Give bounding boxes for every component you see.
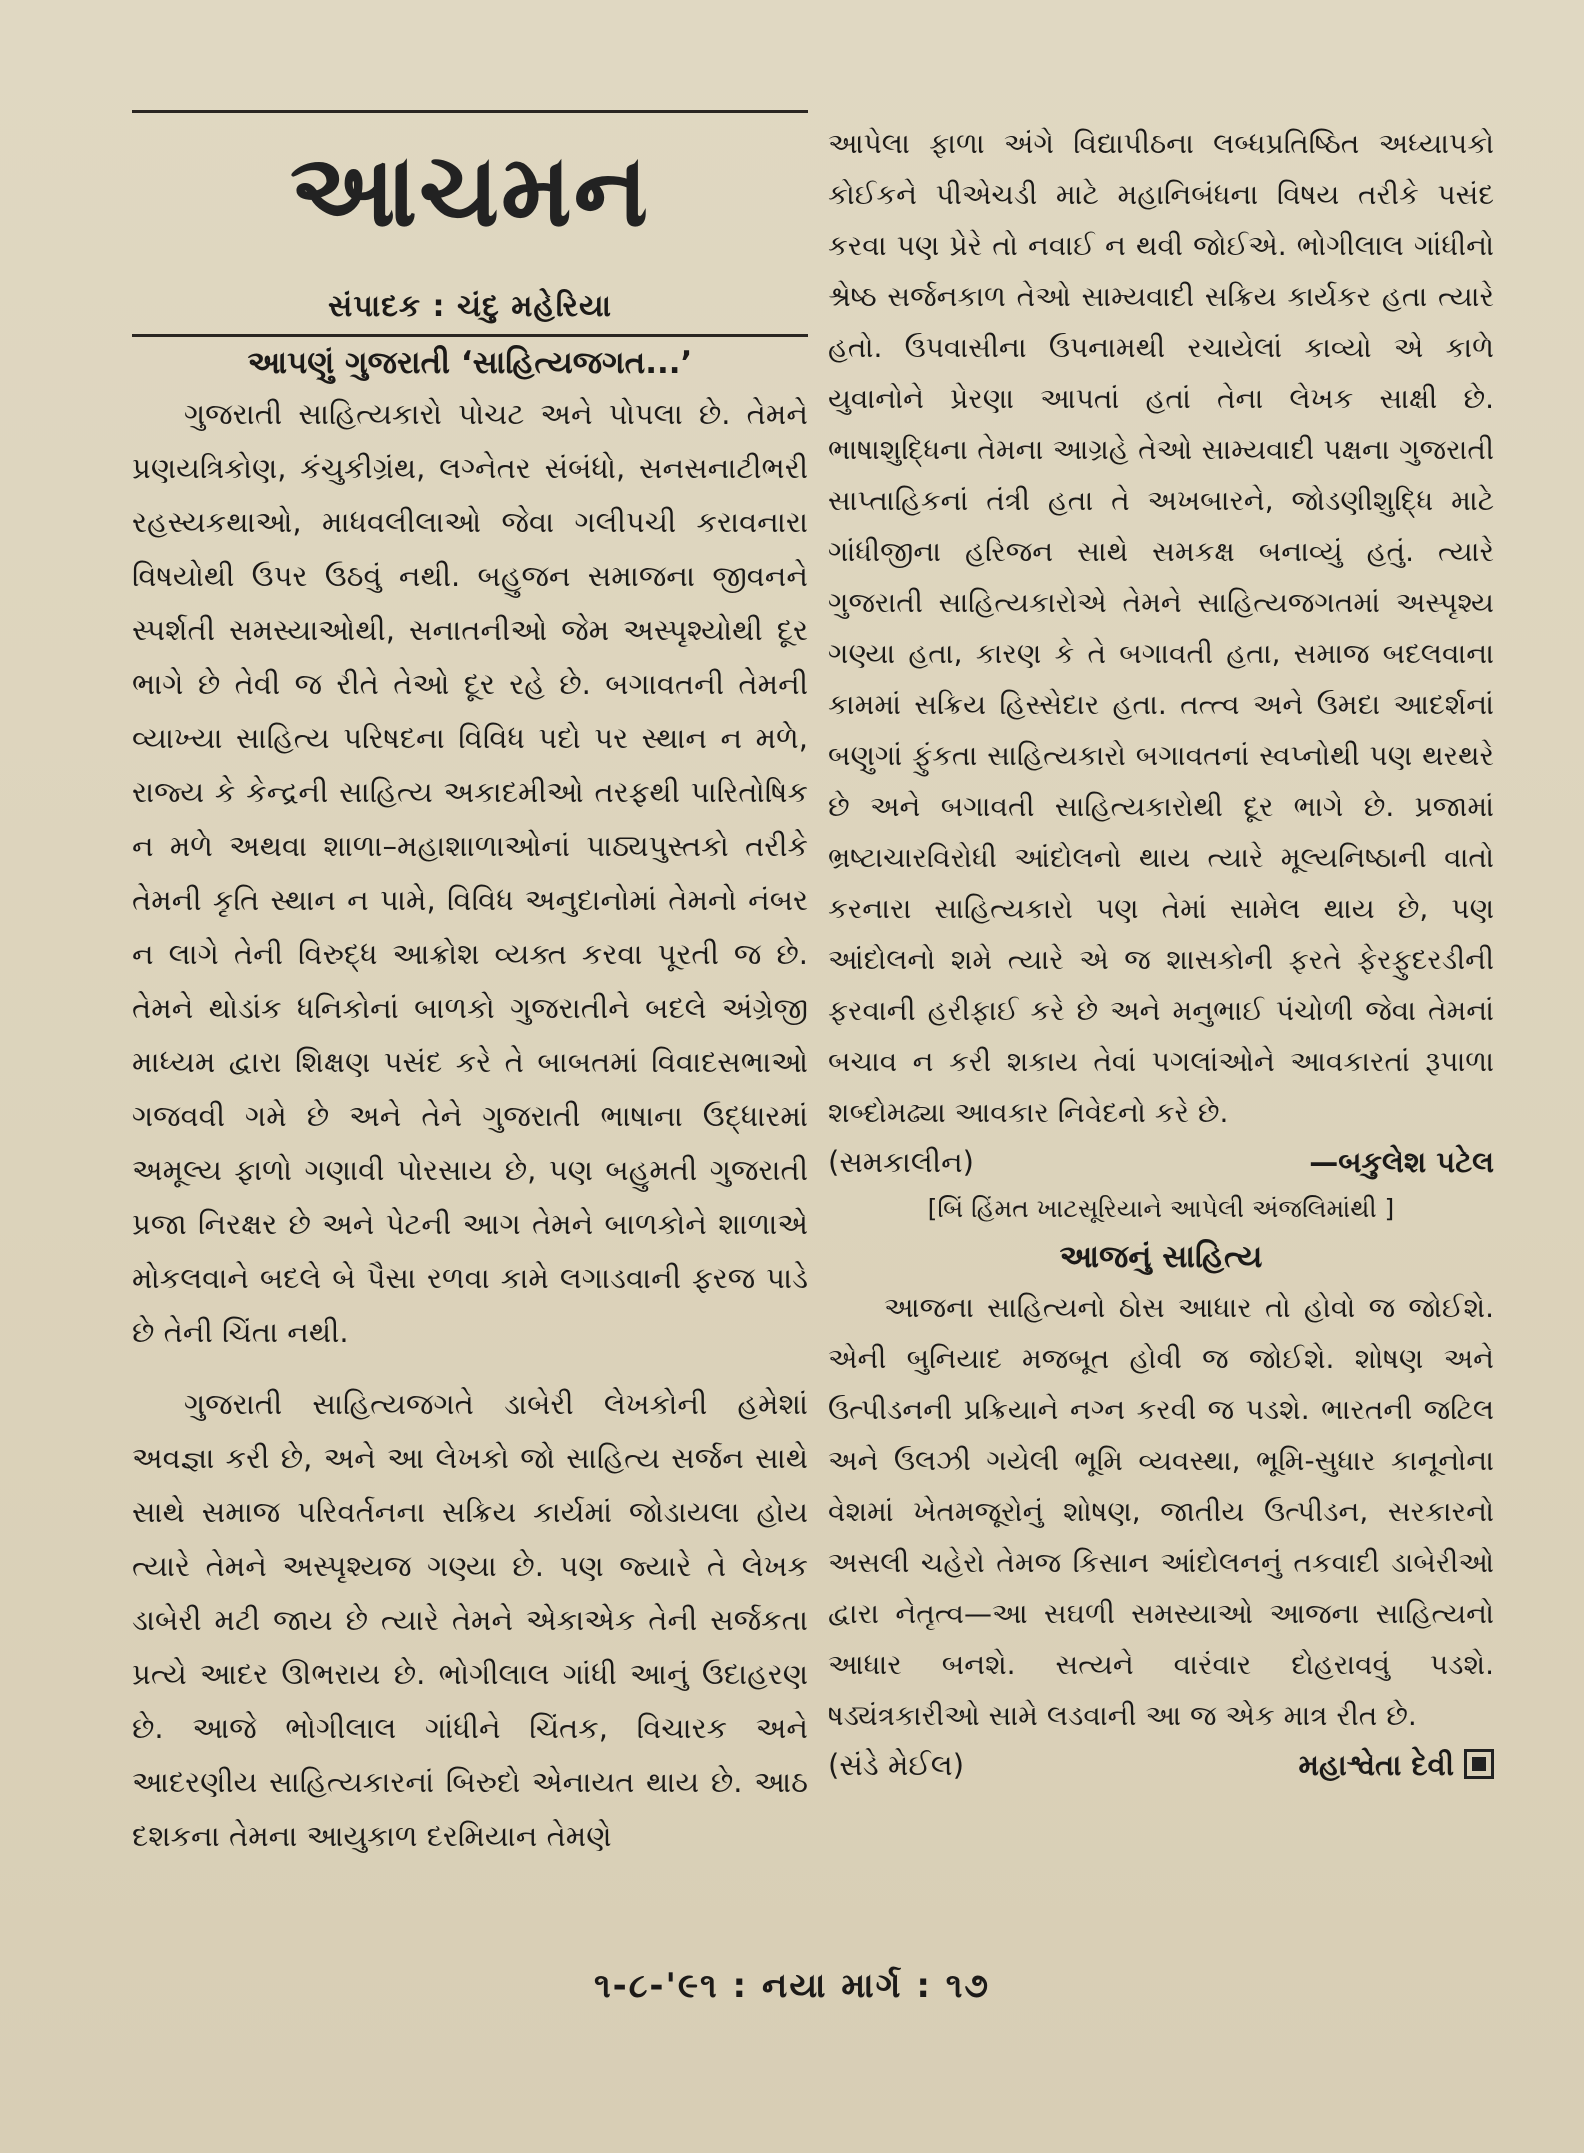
article1-source: (સમકાલીન) — [828, 1145, 974, 1179]
page-footer: ૧-૮-'૯૧ : નયા માર્ગ : ૧૭ — [593, 1966, 991, 2006]
editor-rule — [132, 334, 808, 337]
left-column — [132, 110, 808, 1863]
top-rule — [132, 110, 808, 113]
end-mark-icon — [1464, 1749, 1494, 1779]
article1-paragraph-1: ગુજરાતી સાહિત્યકારો પોચટ અને પોપલા છે. તેમને પ્રણયત્રિકોણ, કંચુકીગ્રંથ, લગ્નેતર સંબંધો, સનસનાટીભરી રહસ્યકથાઓ, માધવલીલાઓ જેવા ગલીપચી કરાવનારા વિષયોથી ઉપર ઉઠવું નથી. બહુજન સમાજના જીવનને સ્પર્શતી સમસ્યાઓથી, સનાતનીઓ જેમ અસ્પૃશ્યોથી દૂર ભાગે છે તેવી જ રીતે તેઓ દૂર રહે છે. બગાવતની તેમની વ્યાખ્યા સાહિત્ય પરિષદના વિવિધ પદો પર સ્થાન ન મળે, રાજ્ય કે કેન્દ્રની સાહિત્ય અકાદમીઓ તરફથી પારિતોષિક ન મળે અથવા શાળા–મહાશાળાઓનાં પાઠ્યપુસ્તકો તરીકે તેમની કૃતિ સ્થાન ન પામે, વિવિધ અનુદાનોમાં તેમનો નંબર ન લાગે તેની વિરુદ્ધ આક્રોશ વ્યક્ત કરવા પૂરતી જ છે. તેમને થોડાંક ધનિકોનાં બાળકો ગુજરાતીને બદલે અંગ્રેજી માધ્યમ દ્વારા શિક્ષણ પસંદ કરે તે બાબતમાં વિવાદસભાઓ ગજવવી ગમે છે અને તેને ગુજરાતી ભાષાના ઉદ્ધારમાં અમૂલ્ય ફાળો ગણાવી પોરસાય છે, પણ બહુમતી ગુજરાતી પ્રજા નિરક્ષર છે અને પેટની આગ તેમને બાળકોને શાળાએ મોકલવાને બદલે બે પૈસા રળવા કામે લગાડવાની ફરજ પાડે છે તેની ચિંતા નથી. — [132, 397, 808, 1349]
article1-note: [બિં હિંમત ખાટસૂરિયાને આપેલી અંજલિમાંથી ] — [927, 1194, 1395, 1223]
column-title: આચમન — [289, 132, 651, 249]
column-masthead — [132, 127, 808, 255]
article1-paragraph-2: ગુજરાતી સાહિત્યજગતે ડાબેરી લેખકોની હમેશાં અવજ્ઞા કરી છે, અને આ લેખકો જો સાહિત્ય સર્જન સાથે સાથે સમાજ પરિવર્તનના સક્રિય કાર્યમાં જોડાયલા હોય ત્યારે તેમને અસ્પૃશ્યજ ગણ્યા છે. પણ જ્યારે તે લેખક ડાબેરી મટી જાય છે ત્યારે તેમને એકાએક તેની સર્જકતા પ્રત્યે આદર ઊભરાય છે. ભોગીલાલ ગાંધી આનું ઉદાહરણ છે. આજે ભોગીલાલ ગાંધીને ચિંતક, વિચારક અને આદરણીય સાહિત્યકારનાં બિરુદો એનાયત થાય છે. આઠ દશકના તેમના આયુકાળ દરમિયાન તેમણે — [132, 1387, 808, 1853]
article2-author: મહાશ્વેતા દેવી — [1298, 1748, 1454, 1782]
article2-heading: આજનું સાહિત્ય — [1059, 1239, 1263, 1275]
editor-credit: સંપાદક : ચંદુ મહેરિયા — [328, 289, 612, 324]
article1-author: —બકુલેશ પટેલ — [1309, 1145, 1494, 1179]
article1-byline — [828, 1138, 1494, 1186]
article1-heading: આપણું ગુજરાતી ‘સાહિત્યજગત...’ — [247, 345, 693, 381]
article2-source: (સંડે મેઈલ) — [828, 1748, 965, 1782]
article2-byline — [828, 1741, 1494, 1789]
article2-author-wrap — [1299, 1741, 1494, 1789]
right-column — [828, 118, 1494, 1789]
article1-continuation: આપેલા ફાળા અંગે વિદ્યાપીઠના લબ્ધપ્રતિષ્ઠિત અધ્યાપકો કોઈકને પીએચડી માટે મહાનિબંધના વિષય તરીકે પસંદ કરવા પણ પ્રેરે તો નવાઈ ન થવી જોઈએ. ભોગીલાલ ગાંધીનો શ્રેષ્ઠ સર્જનકાળ તેઓ સામ્યવાદી સક્રિય કાર્યકર હતા ત્યારે હતો. ઉપવાસીના ઉપનામથી રચાયેલાં કાવ્યો એ કાળે યુવાનોને પ્રેરણા આપતાં હતાં તેના લેખક સાક્ષી છે. ભાષાશુદ્ધિના તેમના આગ્રહે તેઓ સામ્યવાદી પક્ષના ગુજરાતી સાપ્તાહિકનાં તંત્રી હતા તે અખબારને, જોડણીશુદ્ધિ માટે ગાંધીજીના હરિજન સાથે સમકક્ષ બનાવ્યું હતું. ત્યારે ગુજરાતી સાહિત્યકારોએ તેમને સાહિત્યજગતમાં અસ્પૃશ્ય ગણ્યા હતા, કારણ કે તે બગાવતી હતા, સમાજ બદલવાના કામમાં સક્રિય હિસ્સેદાર હતા. તત્ત્વ અને ઉમદા આદર્શનાં બણુગાં ફુંકતા સાહિત્યકારો બગાવતનાં સ્વપ્નોથી પણ થરથરે છે અને બગાવતી સાહિત્યકારોથી દૂર ભાગે છે. પ્રજામાં ભ્રષ્ટાચારવિરોધી આંદોલનો થાય ત્યારે મૂલ્યનિષ્ઠાની વાતો કરનારા સાહિત્યકારો પણ તેમાં સામેલ થાય છે, પણ આંદોલનો શમે ત્યારે એ જ શાસકોની ફરતે ફેરફુદરડીની ફરવાની હરીફાઈ કરે છે અને મનુભાઈ પંચોળી જેવા તેમનાં બચાવ ન કરી શકાય તેવાં પગલાંઓને આવકારતાં રૂપાળા શબ્દોમઢ્યા આવકાર નિવેદનો કરે છે. — [828, 127, 1494, 1129]
article2-paragraph: આજના સાહિત્યનો ઠોસ આધાર તો હોવો જ જોઈશે. એની બુનિયાદ મજબૂત હોવી જ જોઈશે. શોષણ અને ઉત્પીડનની પ્રક્રિયાને નગ્ન કરવી જ પડશે. ભારતની જટિલ અને ઉલઝી ગયેલી ભૂમિ વ્યવસ્થા, ભૂમિ-સુધાર કાનૂનોના વેશમાં ખેતમજૂરોનું શોષણ, જાતીય ઉત્પીડન, સરકારનો અસલી ચહેરો તેમજ કિસાન આંદોલનનું તકવાદી ડાબેરીઓ દ્વારા નેતૃત્વ—આ સઘળી સમસ્યાઓ આજના સાહિત્યનો આધાર બનશે. સત્યને વારંવાર દોહરાવવું પડશે. ષડ્યંત્રકારીઓ સામે લડવાની આ જ એક માત્ર રીત છે. — [828, 1291, 1494, 1732]
